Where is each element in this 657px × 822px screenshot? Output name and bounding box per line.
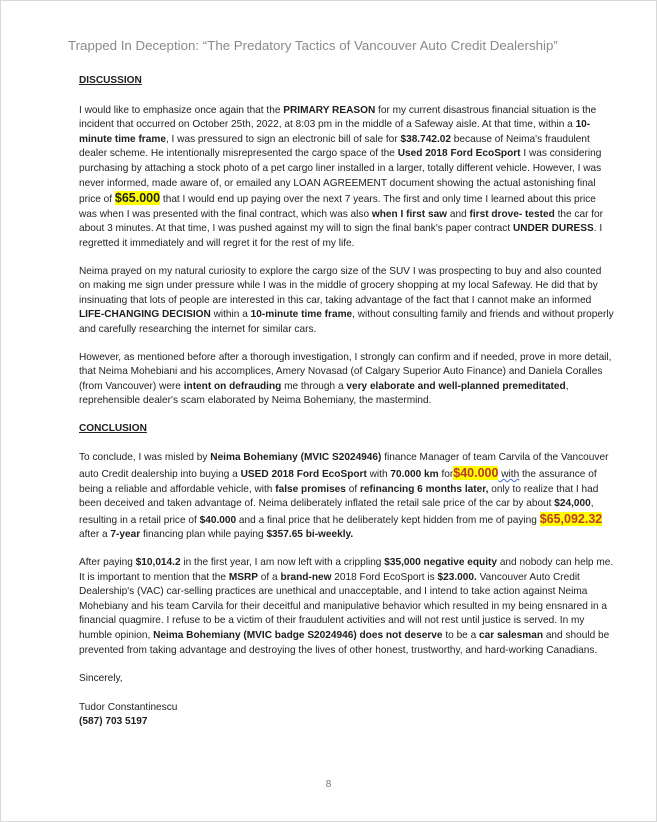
highlighted-price: $40.000: [453, 466, 499, 481]
highlighted-price: $65,092.32: [539, 511, 603, 526]
spellcheck-underline: with: [498, 469, 520, 481]
document-title: Trapped In Deception: “The Predatory Tactics of Vancouver Auto Credit Dealership”: [68, 38, 558, 53]
signer-phone: (587) 703 5197: [79, 716, 148, 728]
closing-text: Sincerely,: [79, 673, 123, 685]
conclusion-paragraph-1: To conclude, I was misled by Neima Bohemiany (MVIC S2024946) finance Manager of team Carvila of the Vancouver auto Credit dealership into buying a USED 2018 Ford EcoSport with 70.000 km for$40.000 with the assurance of being a reliable and affordable vehicle, with false promises of refinancing 6 months later, only to realize that I had been deceived and taken advantage of. Neima deliberately inflated the retail sale price of the car by about $24,000, resulting in a retail price of $40.000 and a final price that he deliberately kept hidden from me of paying $65,092.32 after a 7-year financing plan while paying $357.65 bi-weekly.: [79, 452, 609, 541]
highlighted-price: $65.000: [114, 191, 161, 206]
discussion-paragraph-3: However, as mentioned before after a thorough investigation, I strongly can confirm and if needed, prove in more detail, that Neima Mohebiani and his accomplices, Amery Novasad (of Calgary Superior Auto Finance) and Daniela Coralles (from Vancouver) were intent on defrauding me through a very elaborate and well-planned premeditated, reprehensible dealer's scam elaborated by Neima Bohemiany, the mastermind.: [79, 351, 612, 407]
conclusion-heading: CONCLUSION: [79, 422, 147, 434]
discussion-heading: DISCUSSION: [79, 75, 142, 86]
discussion-paragraph-2: Neima prayed on my natural curiosity to explore the cargo size of the SUV I was prospecting to buy and also counted on making me sign under pressure while I was in the middle of grocery shopping at my local Safeway. He did that by insinuating that lots of people are interested in this car, taking advantage of the fact that I cannot make an informed LIFE-CHANGING DECISION within a 10-minute time frame, without consulting family and friends and without properly and carefully researching the internet for similar cars.: [79, 265, 614, 335]
document-body: [79, 74, 614, 730]
conclusion-paragraph-2: After paying $10,014.2 in the first year, I am now left with a crippling $35,000 negative equity and nobody can help me. It is important to mention that the MSRP of a brand-new 2018 Ford EcoSport is $23.000. Vancouver Auto Credit Dealership's (VAC) car-selling practices are unethical and unacceptable, and I intend to take action against Neima Mohebiany and his team Carvila for their deceitful and manipulative behavior which resulted in my being ensnared in a financial quagmire. I refuse to be a victim of their fraudulent activities and will not rest until justice is served. In my humble opinion, Neima Bohemiany (MVIC badge S2024946) does not deserve to be a car salesman and should be prevented from taking advantage and destroying the lives of other honest, trustworthy, and hard-working Canadians.: [79, 557, 614, 656]
discussion-paragraph-1: I would like to emphasize once again that the PRIMARY REASON for my current disastrous financial situation is the incident that occurred on October 25th, 2022, at 8:03 pm in the middle of a Safeway aisle. At that time, within a 10-minute time frame, I was pressured to sign an electronic bill of sale for $38.742.02 because of Neima's fraudulent dealer scheme. He intentionally misrepresented the cargo space of the Used 2018 Ford EcoSport I was considering purchasing by attaching a stock photo of a pet cargo liner installed in a larger, totally different vehicle. However, I was never informed, made aware of, or emailed any LOAN AGREEMENT document showing the actual astonishing final price of $65.000 that I would end up paying over the next 7 years. The first and only time I learned about this price was when I was presented with the final contract, which was also when I first saw and first drove- tested the car for about 3 minutes. At that time, I was pushed against my will to sign the final bank's paper contract UNDER DURESS. I regretted it immediately and will regret it for the rest of my life.: [79, 104, 604, 249]
page-number: 8: [325, 779, 332, 790]
signer-name: Tudor Constantinescu: [79, 701, 178, 713]
